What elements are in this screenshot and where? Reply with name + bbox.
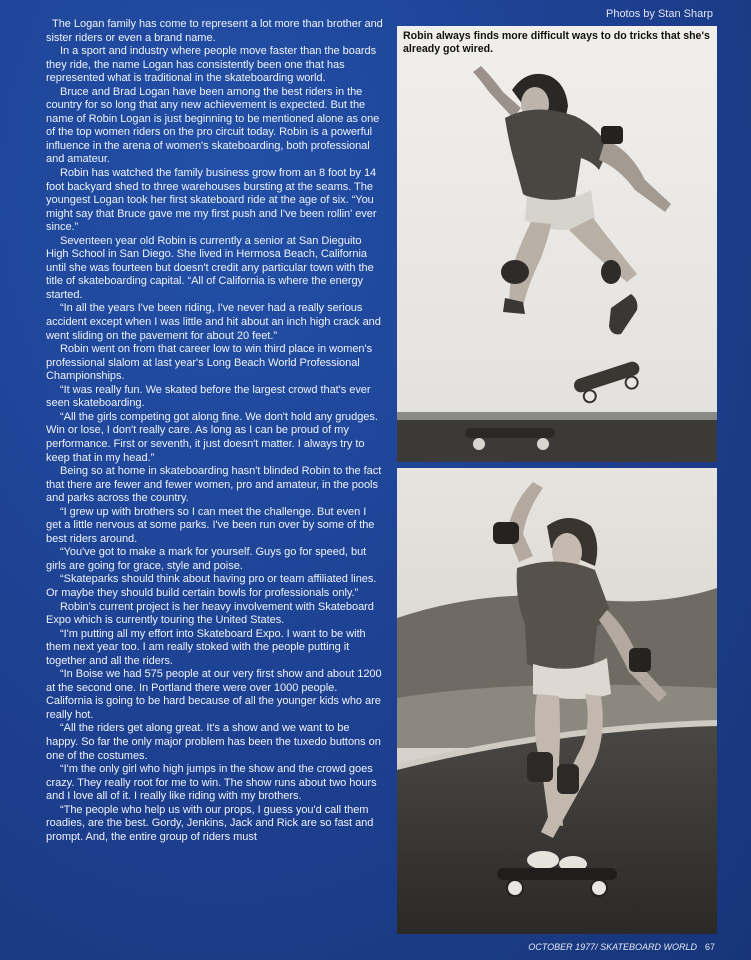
paragraph: “All the riders get along great. It's a show and we want to be happy. So far the only major problem has been the tuxedo buttons on one of the costumes. <box>46 722 381 762</box>
slalom-photo-illustration <box>397 468 717 934</box>
photo-credit: Photos by Stan Sharp <box>605 8 713 20</box>
paragraph: Seventeen year old Robin is currently a senior at San Dieguito High School in San Diego. She lived in Hermosa Beach, California until she was fourteen but doesn't credit any particular town with the title of skateboarding capital. “All of California is where the energy started. <box>46 234 374 301</box>
paragraph: “It was really fun. We skated before the largest crowd that's ever seen skateboarding. <box>46 383 371 410</box>
paragraph: “In all the years I've been riding, I've never had a really serious accident except when I was little and hit about an inch high crack and went sliding on the pavement for about 20 feet.” <box>46 302 381 342</box>
paragraph: “You've got to make a mark for yourself. Guys go for speed, but girls are going for grace, style and poise. <box>46 546 367 572</box>
paragraph: “In Boise we had 575 people at our very first show and about 1200 at the second one. In Portland there were over 1000 people. California is going to be hard because of all the younger kids who are really hot. <box>46 668 382 721</box>
page-footer <box>528 942 715 952</box>
paragraph: “The people who help us with our props, I guess you'd call them roadies, are the best. Gordy, Jenkins, Jack and Rick are so fast and prompt. And, the entire group of riders must <box>46 803 374 843</box>
paragraph: “I'm the only girl who high jumps in the show and the crowd goes crazy. They really root for me to win. The show runs about two hours and I love all of it. I really like riding with my brothers. <box>46 763 377 803</box>
paragraph: “I'm putting all my effort into Skateboard Expo. I want to be with them next year too. I am really stoked with the people putting it together and all the riders. <box>46 627 366 667</box>
photo-caption: Robin always finds more difficult ways to do tricks that she's already got wired. <box>403 30 710 55</box>
paragraph: “All the girls competing got along fine. We don't hold any grudges. Win or lose, I don't really care. As long as I can be proud of my performance. First or seventh, it just doesn't matter. I always try to keep that in my head.” <box>46 410 378 464</box>
photo-jump <box>397 26 717 462</box>
article-body <box>46 18 384 936</box>
jump-photo-illustration <box>397 26 717 462</box>
paragraph: Being so at home in skateboarding hasn't blinded Robin to the fact that there are fewer and fewer women, pro and amateur, in the pools and parks across the country. <box>46 465 382 505</box>
paragraph: “Skateparks should think about having pro or team affiliated lines. Or maybe they should build certain bowls for professionals only.” <box>46 573 377 599</box>
photo-slalom <box>397 468 717 934</box>
paragraph: Robin went on from that career low to win third place in women's professional slalom at last year's Long Beach World Professional Championships. <box>46 343 373 383</box>
paragraph: In a sport and industry where people move faster than the boards they ride, the name Logan has consistently been one that has represented what is traditional in the skateboarding world. <box>46 45 377 85</box>
paragraph: Bruce and Brad Logan have been among the best riders in the country for so long that any new achievement is expected. But the name of Robin Logan is just beginning to be mentioned alone as one of the top women riders on the pro circuit today. Robin is a powerful influence in the arena of women's skateboarding, both professional and amateur. <box>46 85 380 166</box>
paragraph: Robin has watched the family business grow from an 8 foot by 14 foot backyard shed to three warehouses bursting at the seams. The youngest Logan took her first skateboard ride at the age of six. “You might say that Bruce gave me my first push and I've been rollin' ever since.” <box>46 167 377 234</box>
paragraph: The Logan family has come to represent a lot more than brother and sister riders or even a brand name. <box>46 18 383 44</box>
issue-line: OCTOBER 1977/ SKATEBOARD WORLD <box>528 942 697 952</box>
paragraph: Robin's current project is her heavy involvement with Skateboard Expo which is currently touring the United States. <box>46 600 374 627</box>
paragraph: “I grew up with brothers so I can meet the challenge. But even I get a little nervous at some parks. I've been run over by some of the best riders around. <box>46 505 375 545</box>
page-number: 67 <box>704 942 715 952</box>
